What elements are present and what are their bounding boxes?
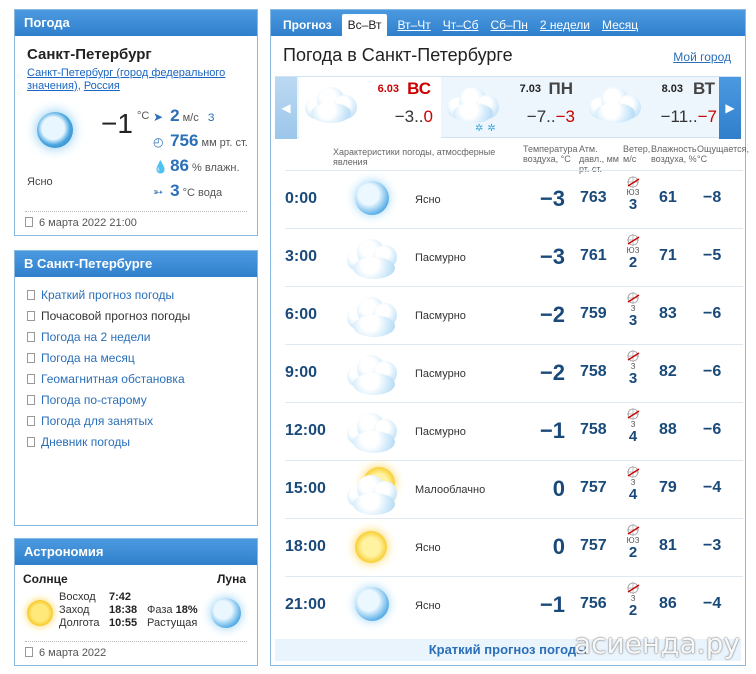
document-icon [27, 374, 35, 384]
forecast-tabs [271, 10, 745, 36]
row-time: 9:00 [285, 364, 318, 381]
cloud-blob [311, 103, 351, 123]
day-card-2[interactable] [583, 77, 725, 139]
day-temp-low: −11.. [660, 107, 698, 126]
current-weather-header: Погода [15, 10, 257, 36]
tab-month[interactable]: Месяц [601, 18, 639, 32]
astronomy-date-text: 6 марта 2022 [39, 647, 107, 659]
link-label: Погода на 2 недели [41, 330, 151, 344]
wind-rose-icon [625, 523, 641, 537]
row-feels-like: −6 [703, 305, 722, 322]
city-links-panel [14, 250, 258, 526]
moon-phase-value: 18% [175, 604, 198, 616]
row-time: 3:00 [285, 248, 318, 265]
gauge-icon: ◴ [153, 135, 164, 149]
moon-icon [345, 177, 401, 223]
row-temperature: −3 [539, 244, 565, 269]
snowflake-icon: ✲✲ [475, 123, 500, 134]
row-wind-speed: 3 [628, 312, 638, 329]
tab-sat-mon[interactable]: Сб–Пн [490, 18, 528, 32]
astronomy-panel [14, 538, 258, 666]
row-humidity: 71 [659, 247, 677, 264]
cloud-icon [587, 85, 643, 125]
city-links-header: В Санкт-Петербурге [15, 251, 257, 277]
row-time: 15:00 [285, 480, 326, 497]
hourly-row [285, 402, 743, 460]
row-wind-direction: З [630, 478, 636, 487]
row-wind [623, 523, 643, 560]
row-wind [623, 581, 643, 618]
sunset-label: Заход [59, 604, 90, 616]
sun-icon [345, 525, 401, 571]
row-wind-speed: 3 [628, 370, 638, 387]
row-temperature: −1 [539, 418, 565, 443]
row-pressure: 756 [580, 595, 607, 612]
day-temp-low: −3.. [394, 107, 424, 126]
row-wind-direction: З [630, 304, 636, 313]
day-length-label: Долгота [59, 617, 100, 629]
row-pressure: 763 [580, 189, 607, 206]
link-hourly-forecast[interactable] [27, 306, 257, 327]
cloud-blob [353, 493, 395, 515]
row-feels-like: −6 [703, 421, 722, 438]
link-diary[interactable] [27, 432, 257, 453]
cloud-blob [353, 315, 395, 337]
row-humidity: 82 [659, 363, 677, 380]
row-wind [623, 175, 643, 212]
row-condition: Пасмурно [415, 252, 466, 264]
day-of-week: ВС [407, 79, 431, 98]
document-icon [27, 332, 35, 342]
col-wind: Ветер, м/с [623, 144, 651, 164]
day-length-row [59, 617, 137, 629]
pressure-unit: мм рт. ст. [201, 137, 248, 149]
document-icon [27, 395, 35, 405]
row-time: 21:00 [285, 596, 326, 613]
link-two-weeks[interactable] [27, 327, 257, 348]
link-label: Геомагнитная обстановка [41, 372, 185, 386]
row-pressure: 757 [580, 479, 607, 496]
tab-thu-sat[interactable]: Чт–Сб [442, 18, 479, 32]
astronomy-date [25, 641, 247, 659]
row-condition: Малооблачно [415, 484, 486, 496]
row-pressure: 761 [580, 247, 607, 264]
cloud-icon [345, 409, 401, 455]
row-feels-like: −4 [703, 595, 722, 612]
page-title: Погода в Санкт-Петербурге [283, 45, 513, 65]
col-temperature: Температура воздуха, °C [523, 144, 578, 164]
document-icon [25, 647, 33, 657]
wind-rose-icon [625, 465, 641, 479]
wind-rose-icon [625, 407, 641, 421]
chevron-right-icon: ▶ [725, 101, 735, 115]
row-time: 6:00 [285, 306, 318, 323]
row-pressure: 757 [580, 537, 607, 554]
row-temperature: 0 [552, 476, 565, 501]
hourly-row [285, 344, 743, 402]
row-condition: Ясно [415, 194, 441, 206]
row-humidity: 86 [659, 595, 677, 612]
prev-day-button[interactable] [275, 77, 297, 139]
pressure-stat [153, 131, 248, 151]
link-geomagnetic[interactable] [27, 369, 257, 390]
current-condition: Ясно [27, 176, 53, 188]
wind-rose-icon [625, 175, 641, 189]
document-icon [27, 290, 35, 300]
day-selector [275, 76, 741, 138]
sunrise-time: 7:42 [109, 591, 132, 603]
sunrise-row [59, 591, 131, 603]
hourly-row [285, 170, 743, 228]
hourly-row [285, 228, 743, 286]
row-wind-speed: 3 [628, 196, 638, 213]
next-day-button[interactable] [719, 77, 741, 139]
row-wind [623, 407, 643, 444]
link-old-style[interactable] [27, 390, 257, 411]
row-wind [623, 233, 643, 270]
day-length-value: 10:55 [109, 617, 138, 629]
col-pressure: Атм. давл., мм рт. ст. [579, 144, 619, 174]
humidity-value: 86 [170, 156, 189, 175]
link-label: Дневник погоды [41, 435, 131, 449]
row-wind [623, 349, 643, 386]
link-label: Погода для занятых [41, 414, 154, 428]
wind-rose-icon [625, 291, 641, 305]
wind-stat [153, 106, 215, 126]
link-label: Погода по-старому [41, 393, 147, 407]
astronomy-header: Астрономия [15, 539, 257, 565]
document-icon [27, 311, 35, 321]
link-month[interactable] [27, 348, 257, 369]
wind-rose-icon [625, 581, 641, 595]
col-feels-like: Ощущается, °C [697, 144, 750, 164]
cloud-icon [303, 85, 359, 125]
hourly-row [285, 460, 743, 518]
row-temperature: −2 [539, 360, 565, 385]
row-time: 0:00 [285, 190, 318, 207]
cloud-snow-icon [445, 85, 501, 125]
row-time: 12:00 [285, 422, 326, 439]
current-temperature: −1 [101, 108, 133, 139]
moon-phase-icon [211, 598, 241, 628]
row-wind-speed: 2 [628, 544, 638, 561]
row-condition: Пасмурно [415, 368, 466, 380]
water-temp-stat [153, 181, 222, 201]
row-feels-like: −4 [703, 479, 722, 496]
row-feels-like: −5 [703, 247, 722, 264]
document-icon [25, 217, 33, 227]
row-humidity: 79 [659, 479, 677, 496]
moon-phase-label: Фаза [147, 604, 173, 616]
region-link[interactable]: Санкт-Петербург (город федерального значения) [27, 67, 226, 92]
cloud-blob [595, 103, 635, 123]
link-busy[interactable] [27, 411, 257, 432]
row-condition: Ясно [415, 600, 441, 612]
city-links-list [15, 277, 257, 453]
day-of-week: ВТ [692, 79, 715, 98]
row-pressure: 758 [580, 363, 607, 380]
hourly-row [285, 576, 743, 634]
region-text: Санкт-Петербург (город федерального значения), Россия [27, 67, 226, 92]
wind-speed: 2 [170, 106, 180, 125]
country-link[interactable]: Россия [83, 80, 120, 92]
water-temp-value: 3 [170, 181, 180, 200]
humidity-stat [153, 156, 240, 176]
row-wind-speed: 4 [628, 486, 638, 503]
day-temp-high: 0 [423, 107, 433, 126]
row-pressure: 759 [580, 305, 607, 322]
city-name: Санкт-Петербург [27, 46, 152, 63]
moon-icon [37, 112, 73, 148]
day-temps [395, 107, 433, 127]
wind-unit: м/с [182, 112, 199, 124]
day-date: 8.03 [661, 83, 683, 95]
link-label: Краткий прогноз погоды [41, 288, 175, 302]
forecast-panel [270, 9, 750, 666]
day-temp-high: −7 [697, 107, 717, 126]
link-short-forecast[interactable] [27, 285, 257, 306]
fish-icon: ➳ [153, 185, 164, 199]
col-humidity: Влажность воздуха, % [651, 144, 697, 164]
day-date: 6.03 [377, 83, 399, 95]
row-feels-like: −6 [703, 363, 722, 380]
tab-sun-tue[interactable]: Вс–Вт [342, 14, 388, 36]
row-condition: Пасмурно [415, 310, 466, 322]
hourly-row [285, 286, 743, 344]
tab-forecast[interactable]: Прогноз [283, 18, 332, 32]
current-weather-panel [14, 9, 258, 236]
day-card-1[interactable] [441, 77, 583, 139]
row-condition: Пасмурно [415, 426, 466, 438]
row-condition: Ясно [415, 542, 441, 554]
link-label: Почасовой прогноз погоды [41, 309, 191, 323]
day-temps [527, 107, 575, 127]
row-wind-speed: 4 [628, 428, 638, 445]
day-temp-high: −3 [555, 107, 575, 126]
observation-date [25, 211, 247, 229]
row-wind-direction: ЮЗ [626, 536, 640, 545]
tab-two-weeks[interactable]: 2 недели [539, 18, 590, 32]
row-wind-direction: З [630, 594, 636, 603]
sun-icon [27, 600, 53, 626]
sun-label: Солнце [23, 572, 68, 586]
row-wind-direction: З [630, 420, 636, 429]
watermark: асиенда.ру [573, 627, 740, 660]
cloud-icon [345, 293, 401, 339]
moon-state: Растущая [147, 617, 198, 629]
row-time: 18:00 [285, 538, 326, 555]
cloud-icon [345, 235, 401, 281]
sunset-row [59, 604, 137, 616]
pressure-value: 756 [170, 131, 199, 150]
row-wind-direction: З [630, 362, 636, 371]
cloud-icon [345, 351, 401, 397]
row-humidity: 83 [659, 305, 677, 322]
row-temperature: −3 [539, 186, 565, 211]
row-temperature: 0 [552, 534, 565, 559]
sun-cloud-icon [345, 467, 401, 513]
my-city-link[interactable]: Мой город [673, 50, 731, 64]
day-date: 7.03 [519, 83, 541, 95]
day-temp-low: −7.. [526, 107, 556, 126]
row-humidity: 81 [659, 537, 677, 554]
sunset-time: 18:38 [109, 604, 138, 616]
moon-icon [345, 583, 401, 629]
cloud-blob [353, 431, 395, 453]
wind-arrow-icon: ➤ [153, 110, 164, 124]
hourly-row [285, 518, 743, 576]
row-wind-direction: ЮЗ [626, 246, 640, 255]
chevron-left-icon: ◀ [281, 101, 291, 115]
row-wind-speed: 2 [628, 254, 638, 271]
document-icon [27, 416, 35, 426]
row-wind-direction: ЮЗ [626, 188, 640, 197]
document-icon [27, 437, 35, 447]
tab-tue-thu[interactable]: Вт–Чт [397, 18, 431, 32]
wind-direction: З [207, 112, 215, 124]
row-humidity: 61 [659, 189, 677, 206]
temperature-unit: °C [137, 110, 150, 122]
humidity-unit: % влажн. [192, 162, 240, 174]
row-wind [623, 465, 643, 502]
observation-date-text: 6 марта 2022 21:00 [39, 217, 137, 229]
cloud-blob [353, 257, 395, 279]
row-humidity: 88 [659, 421, 677, 438]
day-temps [661, 107, 717, 127]
row-wind-speed: 2 [628, 602, 638, 619]
short-forecast-link[interactable]: Краткий прогноз погоды [275, 639, 741, 661]
row-feels-like: −8 [703, 189, 722, 206]
moon-phase-row [147, 604, 198, 616]
col-characteristics: Характеристики погоды, атмосферные явления [333, 147, 496, 167]
cloud-blob [453, 103, 493, 123]
cloud-blob [353, 373, 395, 395]
droplet-icon: 💧 [153, 160, 168, 174]
row-temperature: −2 [539, 302, 565, 327]
moon-label: Луна [217, 572, 247, 586]
row-wind [623, 291, 643, 328]
link-label: Погода на месяц [41, 351, 135, 365]
sunrise-label: Восход [59, 591, 96, 603]
wind-rose-icon [625, 349, 641, 363]
day-of-week: ПН [548, 79, 573, 98]
row-pressure: 758 [580, 421, 607, 438]
water-temp-unit: °C вода [182, 187, 223, 199]
wind-rose-icon [625, 233, 641, 247]
day-card-0[interactable] [299, 77, 441, 139]
document-icon [27, 353, 35, 363]
row-temperature: −1 [539, 592, 565, 617]
row-feels-like: −3 [703, 537, 722, 554]
